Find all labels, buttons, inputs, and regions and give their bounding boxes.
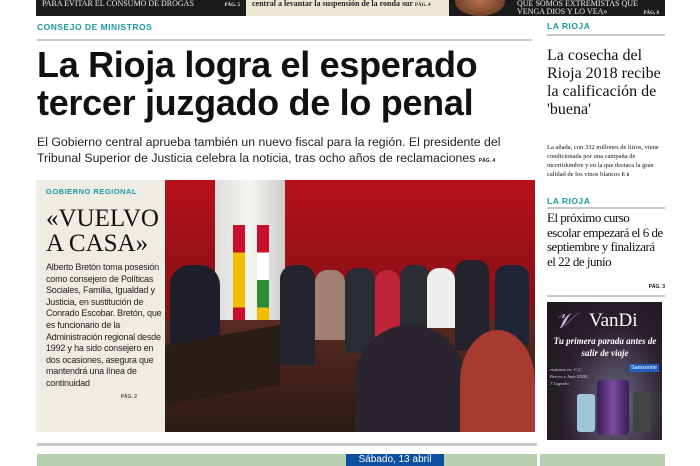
feature-section-label: GOBIERNO REGIONAL [46,187,138,196]
feature-panel[interactable] [36,180,165,432]
divider [37,443,537,446]
suitcase-icon [597,380,629,435]
footer-band [540,454,665,466]
divider [547,34,665,36]
feature-page: PÁG. 2 [120,393,137,400]
vandi-logo-icon: 𝒱 [555,308,574,333]
sidebar-page: PÁG. 3 [648,284,665,290]
suitcase-icon [633,392,651,432]
person [427,268,455,328]
audience [355,325,465,432]
ceremony-photo [165,180,535,432]
sidebar-section-label: LA RIOJA [547,196,591,206]
teaser-photo [455,0,505,16]
ad-brand: VanDi [589,310,638,331]
sidebar [547,0,665,300]
divider [547,295,665,297]
teaser-right[interactable]: QUE SOMOS EXTREMISTAS QUE VENGA DIOS Y LO VEA» PÁG. 8 [449,0,665,16]
sidebar-body: La añada, con 332 millones de litros, viene condicionada por una campaña de incertidumbre y en la que destaca la gran calidad de los vinos blancos P. 6 [547,144,659,178]
sidebar-headline[interactable]: La cosecha del Rioja 2018 recibe la calificación de 'buena' [547,47,661,118]
sidebar-headline[interactable]: El próximo curso escolar empezará el 6 de septiembre y finalizará el 22 de junio [547,210,663,269]
samsonite-logo: Samsonite [631,365,657,371]
main-subhead: El Gobierno central aprueba también un nuevo fiscal para la región. El presidente del Tribunal Superior de Justicia celebra la noticia, tras ocho años de reclamaciones PÁG. 4 [37,135,501,165]
spain-flag [233,225,245,335]
footer-band [37,454,537,466]
main-section-label: CONSEJO DE MINISTROS [37,22,153,32]
divider [37,39,532,41]
vandi-ad[interactable] [547,302,662,440]
main-headline[interactable]: La Rioja logra el esperado tercer juzgado de lo penal [37,44,478,123]
suitcase-icon [577,394,595,432]
teaser-middle[interactable]: central a levantar la suspensión de la ronda sur PÁG. 4 [246,0,449,16]
teaser-left[interactable]: PARA EVITAR EL CONSUMO DE DROGAS PÁG. 5 [36,0,246,16]
ad-tagline: Tu primera parada antes de salir de viaje [553,336,657,358]
sidebar-section-label: LA RIOJA [547,21,591,31]
window [215,180,285,330]
audience [460,330,535,432]
feature-body: Alberto Bretón toma posesión como consejero de Políticas Sociales, Familia, Igualdad y Justicia, en sustitución de Conrado Escobar. Bretón, que es funcionario de la Administración regional desde 1992 y ha sido consejero en dos ocasiones, asegura que mantendrá una línea de continuidad [46,262,162,388]
person [315,270,345,340]
ad-address: visítanos en: C.C. Berceo e Juan XXIII, 7 Logroño [550,367,588,386]
la-rioja-flag [257,225,269,335]
divider [547,207,665,209]
date-badge: Sábado, 13 abril [346,454,444,466]
person [280,265,315,365]
feature-headline: «VUELVO A CASA» [46,205,159,257]
